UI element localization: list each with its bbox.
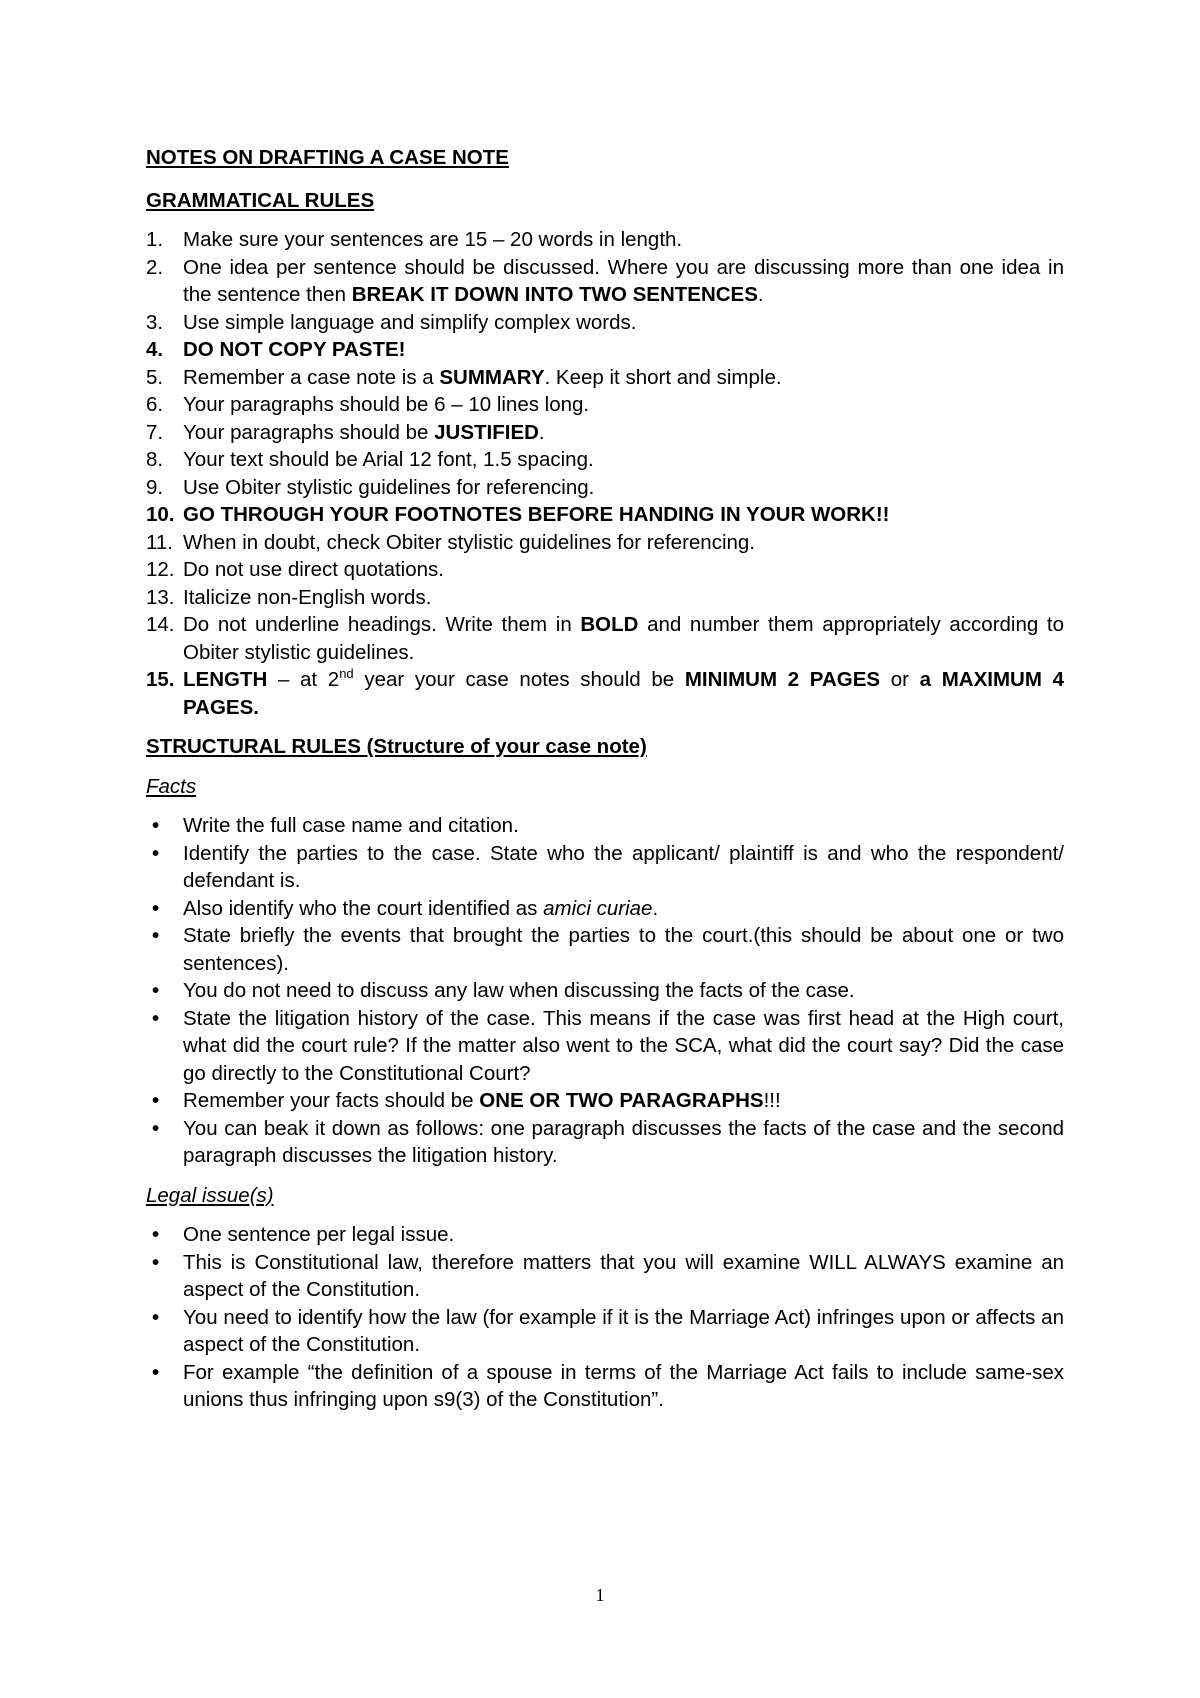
bullet-icon: • — [152, 1360, 160, 1384]
list-item: 15. LENGTH – at 2nd year your case notes should be MINIMUM 2 PAGES or a MAXIMUM 4 PAGES. — [146, 666, 1064, 719]
list-item: 10. GO THROUGH YOUR FOOTNOTES BEFORE HANDING IN YOUR WORK!! — [146, 503, 890, 526]
facts-list — [146, 812, 1064, 1170]
list-item: • Write the full case name and citation. — [146, 812, 1064, 840]
bullet-icon: • — [152, 896, 160, 920]
legal-issues-heading: Legal issue(s) — [146, 1183, 274, 1207]
structural-rules-heading: STRUCTURAL RULES (Structure of your case note) — [146, 735, 647, 758]
list-item: • Identify the parties to the case. State who the applicant/ plaintiff is and who the respondent/ defendant is. — [152, 841, 1064, 892]
bullet-icon: • — [152, 841, 160, 865]
list-item: 7. Your paragraphs should be JUSTIFIED. — [146, 420, 545, 444]
list-item: • One sentence per legal issue. — [146, 1221, 1064, 1249]
bullet-icon: • — [152, 1089, 160, 1112]
bullet-icon: • — [152, 1006, 160, 1030]
list-item: • Also identify who the court identified as amici curiae. — [146, 895, 1064, 923]
list-item: • You do not need to discuss any law when discussing the facts of the case. — [146, 977, 1064, 1005]
list-item: • State the litigation history of the case. This means if the case was first head at the High court, what did the court rule? If the matter also went to the SCA, what did the court say? Did the case go directly to the Constitutional Court? — [152, 1006, 1064, 1085]
bullet-icon: • — [152, 1116, 160, 1140]
list-item: 8. Your text should be Arial 12 font, 1.5 spacing. — [146, 448, 594, 471]
bullet-icon: • — [152, 1305, 160, 1329]
bullet-icon: • — [152, 979, 160, 1002]
document-page — [146, 144, 1064, 1414]
grammatical-rules-list — [146, 226, 1064, 721]
list-item: • This is Constitutional law, therefore matters that you will examine WILL ALWAYS examine an aspect of the Constitution. — [152, 1250, 1064, 1301]
facts-heading: Facts — [146, 774, 197, 798]
list-item: • For example “the definition of a spouse in terms of the Marriage Act fails to include same-sex unions thus infringing upon s9(3) of the Constitution”. — [152, 1360, 1064, 1411]
bullet-icon: • — [152, 924, 160, 947]
bullet-icon: • — [152, 1223, 160, 1246]
list-item: 3. Use simple language and simplify complex words. — [146, 310, 637, 334]
list-item: 14. Do not underline headings. Write them in BOLD and number them appropriately according to Obiter stylistic guidelines. — [146, 613, 1064, 664]
list-item: 1. Make sure your sentences are 15 – 20 words in length. — [146, 228, 683, 251]
page-title: NOTES ON DRAFTING A CASE NOTE — [146, 146, 509, 169]
list-item: 11. When in doubt, check Obiter stylistic guidelines for referencing. — [146, 530, 755, 554]
grammatical-rules-heading: GRAMMATICAL RULES — [146, 188, 375, 212]
list-item: 9. Use Obiter stylistic guidelines for referencing. — [146, 475, 595, 499]
list-item: 6. Your paragraphs should be 6 – 10 lines long. — [146, 393, 590, 416]
list-item: 2. One idea per sentence should be discussed. Where you are discussing more than one idea in the sentence then BREAK IT DOWN INTO TWO SENTENCES. — [146, 255, 1064, 306]
list-item: 4. DO NOT COPY PASTE! — [146, 338, 406, 361]
list-item: • State briefly the events that brought the parties to the court.(this should be about one or two sentences). — [152, 924, 1064, 975]
bullet-icon: • — [152, 1250, 160, 1274]
list-item: • You can beak it down as follows: one paragraph discusses the facts of the case and the second paragraph discusses the litigation history. — [152, 1116, 1064, 1167]
list-item: 5. Remember a case note is a SUMMARY. Keep it short and simple. — [146, 365, 782, 389]
list-item: • You need to identify how the law (for example if it is the Marriage Act) infringes upon or affects an aspect of the Constitution. — [152, 1305, 1064, 1356]
legal-issues-list — [146, 1221, 1064, 1414]
page-number: 1 — [595, 1585, 605, 1605]
list-item: 13. Italicize non-English words. — [146, 585, 432, 609]
bullet-icon: • — [152, 814, 160, 837]
list-item: 12. Do not use direct quotations. — [146, 558, 444, 581]
list-item: • Remember your facts should be ONE OR TWO PARAGRAPHS!!! — [146, 1087, 1064, 1115]
